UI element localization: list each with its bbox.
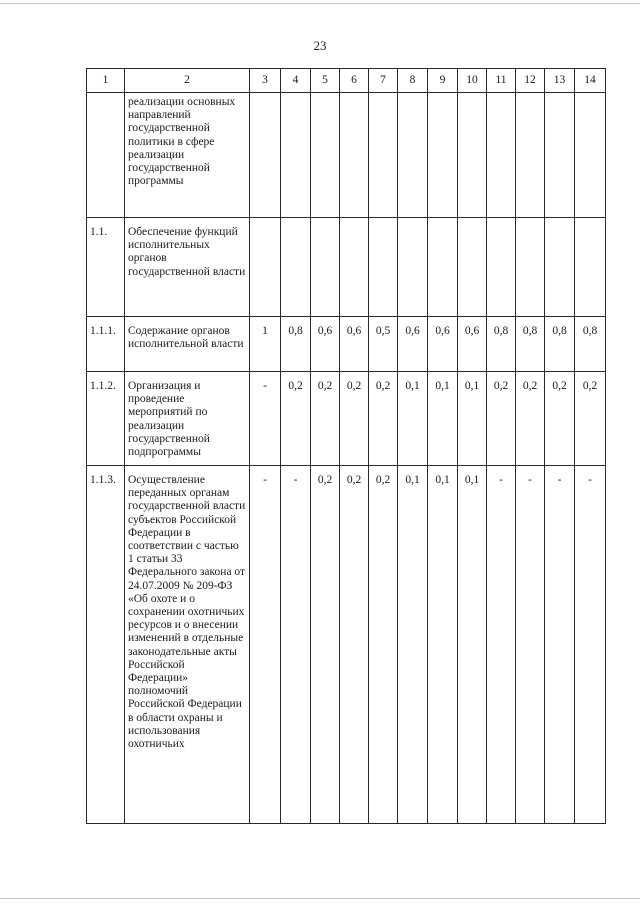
value-cell: [458, 93, 487, 218]
row-name-cell: Осуществление переданных органам государственной власти субъектов Российской Федерации в соответствии с частью 1 статьи 33 Федерального закона от 24.07.2009 № 209-ФЗ «Об охоте и о сохранении охотничьих ресурсов и о внесении изменений в отдельные законодательные акты Российской Федерации» полномочий Российской Федерации в области охраны и использования охотничьих: [125, 466, 250, 824]
value-cell: 0,1: [428, 466, 458, 824]
data-table: [86, 68, 606, 824]
value-cell: 0,1: [428, 372, 458, 466]
value-cell: [311, 93, 340, 218]
value-cell: 0,2: [340, 466, 369, 824]
header-cell: 14: [575, 69, 606, 93]
value-cell: 0,8: [545, 317, 575, 372]
value-cell: 0,2: [369, 466, 398, 824]
value-cell: [575, 93, 606, 218]
value-cell: [458, 218, 487, 317]
value-cell: 0,2: [545, 372, 575, 466]
value-cell: 0,6: [428, 317, 458, 372]
row-code-cell: 1.1.1.: [87, 317, 125, 372]
value-cell: [398, 93, 428, 218]
page-number: 23: [313, 38, 327, 53]
value-cell: 0,2: [281, 372, 311, 466]
row-name-cell: Обеспечение функций исполнительных органов государственной власти: [125, 218, 250, 317]
scan-edge-top: [0, 3, 640, 4]
value-cell: [575, 218, 606, 317]
value-cell: [311, 218, 340, 317]
value-cell: [428, 93, 458, 218]
value-cell: [340, 218, 369, 317]
value-cell: 0,6: [398, 317, 428, 372]
value-cell: [281, 93, 311, 218]
value-cell: 0,8: [487, 317, 516, 372]
value-cell: -: [281, 466, 311, 824]
value-cell: -: [487, 466, 516, 824]
value-cell: [428, 218, 458, 317]
row-code-cell: 1.1.3.: [87, 466, 125, 824]
value-cell: [340, 93, 369, 218]
value-cell: 0,8: [281, 317, 311, 372]
header-cell: 7: [369, 69, 398, 93]
value-cell: 0,8: [516, 317, 545, 372]
value-cell: -: [250, 372, 281, 466]
value-cell: 0,2: [516, 372, 545, 466]
table-row: [87, 93, 606, 218]
header-cell: 10: [458, 69, 487, 93]
value-cell: [545, 218, 575, 317]
value-cell: 0,6: [311, 317, 340, 372]
row-code-cell: 1.1.2.: [87, 372, 125, 466]
value-cell: 0,1: [458, 466, 487, 824]
row-code-cell: 1.1.: [87, 218, 125, 317]
value-cell: [516, 218, 545, 317]
row-code-cell: [87, 93, 125, 218]
value-cell: [516, 93, 545, 218]
value-cell: 1: [250, 317, 281, 372]
value-cell: -: [516, 466, 545, 824]
header-cell: 9: [428, 69, 458, 93]
value-cell: 0,1: [398, 466, 428, 824]
row-name-cell: Содержание органов исполнительной власти: [125, 317, 250, 372]
value-cell: 0,2: [311, 372, 340, 466]
header-cell: 3: [250, 69, 281, 93]
table-row: [87, 317, 606, 372]
header-cell: 5: [311, 69, 340, 93]
value-cell: 0,1: [398, 372, 428, 466]
value-cell: [545, 93, 575, 218]
header-cell: 12: [516, 69, 545, 93]
header-cell: 1: [87, 69, 125, 93]
value-cell: 0,1: [458, 372, 487, 466]
value-cell: 0,6: [340, 317, 369, 372]
value-cell: 0,2: [369, 372, 398, 466]
value-cell: 0,6: [458, 317, 487, 372]
value-cell: 0,8: [575, 317, 606, 372]
header-cell: 4: [281, 69, 311, 93]
value-cell: 0,2: [311, 466, 340, 824]
table-row: [87, 372, 606, 466]
table-row: [87, 218, 606, 317]
value-cell: [250, 218, 281, 317]
value-cell: -: [250, 466, 281, 824]
row-name-cell: Организация и проведение мероприятий по реализации государственной подпрограммы: [125, 372, 250, 466]
header-cell: 2: [125, 69, 250, 93]
header-cell: 11: [487, 69, 516, 93]
value-cell: 0,2: [487, 372, 516, 466]
value-cell: -: [575, 466, 606, 824]
header-cell: 8: [398, 69, 428, 93]
value-cell: -: [545, 466, 575, 824]
header-cell: 13: [545, 69, 575, 93]
value-cell: [487, 93, 516, 218]
value-cell: [369, 218, 398, 317]
value-cell: [398, 218, 428, 317]
value-cell: 0,2: [340, 372, 369, 466]
value-cell: 0,5: [369, 317, 398, 372]
value-cell: [369, 93, 398, 218]
value-cell: 0,2: [575, 372, 606, 466]
header-cell: 6: [340, 69, 369, 93]
value-cell: [487, 218, 516, 317]
row-name-cell: реализации основных направлений государственной политики в сфере реализации государственной программы: [125, 93, 250, 218]
table-row: [87, 466, 606, 824]
value-cell: [281, 218, 311, 317]
scan-edge-bottom: [0, 898, 640, 899]
table-header-row: [87, 69, 606, 93]
value-cell: [250, 93, 281, 218]
